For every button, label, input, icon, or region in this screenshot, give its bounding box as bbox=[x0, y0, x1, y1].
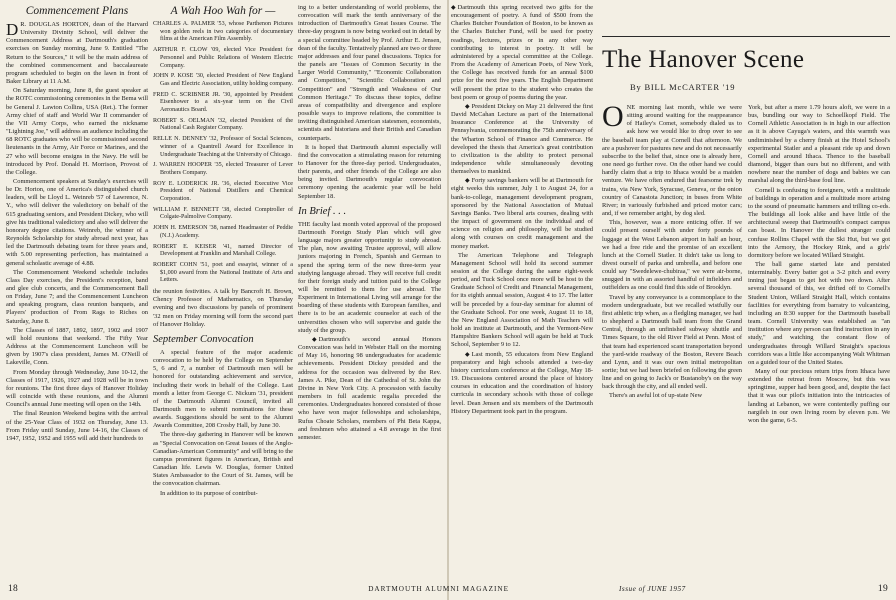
drop-cap: D bbox=[6, 20, 19, 39]
honors-entry: ROBERT S. OELMAN '32, elected President of the National Cash Register Company. bbox=[153, 117, 293, 132]
article-paragraph: ing to a better understanding of world problems, the convocation will mark the tenth anniversary of the introduction of Dartmouth's Great Issues Course. The three-day program is now being worked out in detail by a special committee headed by Prof. Arthur E. Jensen, dean of the faculty. Tentatively planned are two or three major addresses and four panel discussions. Topics for the panels are "Issues of Common Security in the Larger World Community," "Economic Collaboration and Competition," "Scientific Collaboration and Competition" and "Strength and Weakness of Our Common Heritage." To discuss these topics, define areas of compatibility and divergence and explore possible ways to improve relations, the committee is inviting distinguished American statesmen, economists, scientists and historians and their British and Canadian counterparts. bbox=[298, 4, 441, 142]
article-paragraph: In addition to its purpose of contribut- bbox=[160, 489, 258, 497]
bullet-icon: ◆ bbox=[465, 103, 470, 110]
article-paragraph: From Monday through Wednesday, June 10-12, the Classes of 1917, 1926, 1927 and 1928 will be in town for reunions. The first three days of Hanover Holiday will coincide with these reunions, and the Alumni Council's annual June meeting will open on the 14th. bbox=[6, 368, 148, 409]
left-column-1 bbox=[6, 4, 148, 444]
brief-item: The American Telephone and Telegraph Management School will hold its second summer session at the College during the same eight-week period, and Tuck School once more will be host to the Graduate School of Credit and Financial Management, for its eighth annual session, August 4 to 17. The latter will be preceded by a four-day seminar for alumni of the Graduate School. For one week, August 11 to 18, the New England Association of Math Teachers will hold an institute at Dartmouth, and the Vermont-New Hampshire Bankers School will again be held at Tuck School, September 9 to 12. bbox=[451, 251, 593, 349]
honors-entry: JOHN P. KOSE '30, elected President of New England Gas and Electric Association, utility holding company. bbox=[153, 73, 293, 87]
feature-column-a bbox=[602, 100, 742, 402]
honors-entry: CHARLES A. PALMER '53, whose Parthenon Pictures won golden reels in two categories of documentary films at the American Film Assembly. bbox=[153, 21, 293, 43]
article-paragraph: The Classes of 1887, 1892, 1897, 1902 and 1907 will hold reunions that weekend. The Fifty Year Address at the Commencement Luncheon will be given by 1907's class president, James M. O'Neill of Lakeville, Conn. bbox=[6, 326, 148, 367]
honors-entry: J. WARREN HOOPER '35, elected Treasurer of Lever Brothers Company. bbox=[153, 162, 293, 176]
article-paragraph: On Saturday morning, June 8, the guest speaker at the ROTC commissioning ceremonies in the Bema will be General J. Lawton Collins, USA (Ret.). The former Army chief of staff and World War II commander of the VII Army Corps, who earned the nickname "Lightning Joe," will address an audience including the 68 ROTC graduates who will be commissioned second lieutenants in the Army, Air Force or Marines, and the 27 who will become ensigns in the Navy. He will be introduced by Prof. Donald H. Morrison, Provost of the College. bbox=[6, 87, 148, 176]
feature-paragraph: There's an awful lot of up-state New bbox=[609, 392, 703, 400]
honors-entry: ARTHUR F. CLOW '09, elected Vice President for Personnel and Public Relations of Western Electric Company. bbox=[153, 47, 294, 69]
honors-entry: WILLIAM F. BENNETT '38, elected Comptroller of Colgate-Palmolive Company. bbox=[153, 206, 293, 221]
honors-entry: ROY E. LODERICK JR. '36, elected Executive Vice President of National Distillers and Chemical Corporation. bbox=[153, 180, 293, 203]
bullet-icon: ◆ bbox=[312, 336, 317, 343]
issue-date: Issue of JUNE 1957 bbox=[619, 585, 686, 593]
feature-paragraph: York, but after a mere 1.79 hours aloft, we were in a bus, bundling our way to Schoellkopf Field. The Cornell Athletic Association is in high in our affection as it is above Cayuga's waters, and this warmth was undiminished by a cherry finish at the Hotel School's experimental Statler and a pleasant ride up and down Cornell and around Ithaca. Thence to the baseball diamond, bigger than ours but no different, and with nowhere near the number of dogs and babies we can marshal along the third-base foul line. bbox=[748, 104, 890, 185]
brief-item: ◆ Dartmouth's second annual Honors Convocation was held in Webster Hall on the morning of May 16, honoring 98 undergraduates for academic achievements. President Dickey presided and the address for the occasion was delivered by the Rev. James A. Pike, Dean of the Cathedral of St. John the Divine in New York City. A procession with faculty members in full academic regalia preceded the ceremonies. Undergraduates honored consisted of those who have won major fellowships and scholarships, Rufus Choate Scholars, members of Phi Beta Kappa, and freshmen who attained a 4.8 average in the first semester. bbox=[298, 335, 441, 441]
feature-title: The Hanover Scene bbox=[602, 46, 805, 73]
september-convocation-heading: September Convocation bbox=[153, 333, 254, 345]
article-paragraph: Commencement speakers at Sunday's exercises will be Dr. Horton, one of America's distinguished church leaders, will be Lloyd L. Weinreb '57 of Lawrence, N. Y., who will deliver the valedictory on behalf of the 615 graduating seniors, and President Dickey, who will give his traditional valedictory and also will deliver the honorary degree citations. Weinreb, the winner of a Reynolds Scholarship for study abroad next year, has led the Dartmouth debating team for three years and, with 5.00 representing perfection, has maintained a general scholastic average of 4.88. bbox=[6, 177, 148, 267]
article-paragraph: A special feature of the major academic convocation to be held by the College on September 5, 6 and 7, a number of Dartmouth men will be honored for outstanding achievement and service, including their work in behalf of the College. Last month a letter from George C. Nickum '31, president of the Dartmouth Alumni Council, invited all Dartmouth men to submit nominations for these awards. Suggestions should be sent to the Alumni Awards Committee, 208 Crosby Hall, by June 30. bbox=[153, 348, 293, 430]
feature-paragraph: Cornell is confusing to foreigners, with a multitude of buildings in operation and a multitude more arising to the sound of pneumatic hammers and trilling co-eds. The buildings all look alike and have little of the architectural sweep that Dartmouth's compact campus can boast. In Hanover the dullest stranger could confuse Rollins Chapel with the Ski Hut, but we got into the Armory, the Hockey Rink, and a girls' dormitory before we located Willard Straight. bbox=[748, 186, 890, 259]
honors-entry: JOHN H. EMERSON '38, named Headmaster of Peddie (N.J.) Academy. bbox=[153, 225, 293, 239]
article-paragraph: The final Reunion Weekend begins with the arrival of the 25-Year Class of 1932 on Thursday, June 13. From Friday until Sunday, June 14-16, the Classes of 1947, 1952, 1952 and 1955 will add their hundreds to bbox=[6, 410, 148, 442]
brief-item: ◆ President Dickey on May 21 delivered the first David McCahan Lecture as part of the International Insurance Conference at the University of Pennsylvania, commemorating the 75th anniversary of the Wharton School of Finance and Commerce. He developed the thesis that America's great contribution to civilization is the ability to protect personal independence while simultaneously devoting themselves to mankind. bbox=[451, 102, 593, 176]
article-paragraph: D R. DOUGLAS HORTON, dean of the Harvard University Divinity School, will deliver the Commencement Address at Dartmouth's graduation exercises on Sunday morning, June 9. Entitled "The Return to the Sources," it will be the main address of the combined commencement and baccalaureate program scheduled to begin on the lawn in front of Baker Library at 11 A.M. bbox=[6, 20, 148, 86]
bullet-icon: ◆ bbox=[451, 5, 456, 11]
drop-cap: O bbox=[602, 100, 624, 133]
wah-hoo-wah-heading: A Wah Hoo Wah for — bbox=[170, 5, 276, 17]
feature-byline: By BILL McCARTER '19 bbox=[630, 82, 736, 92]
right-column-1 bbox=[451, 4, 593, 417]
feature-column-b bbox=[748, 104, 890, 426]
bullet-icon: ◆ bbox=[465, 178, 470, 185]
left-column-2 bbox=[153, 4, 293, 499]
page-number-right: 19 bbox=[877, 584, 888, 594]
honors-entry: FRED C. SCRIBNER JR. '30, appointed by President Eisenhower to a six-year term on the Civil Aeronautics Board. bbox=[153, 91, 293, 114]
feature-header bbox=[602, 46, 890, 100]
page-number-left: 18 bbox=[8, 584, 19, 594]
left-column-3 bbox=[298, 4, 441, 443]
feature-paragraph: The ball game started late and persisted interminably. Every batter got a 3-2 pitch and every inning just began to get hot with two down. After several thousand of this, we drifted off to Cornell's Student Union, Willard Straight Hall, which contains facilities for everything from barratry to vulcanizing, including an 8:30 supper for the Dartmouth baseball team. Cornell University was established as "an institution where any person can find instruction in any study," and watching the constant flow of undergraduates through Willard Straight's spacious corridors was a little like accompanying Walt Whitman on a guided tour of the United States. bbox=[748, 260, 890, 366]
honors-entry: RELLE N. DENNEY '32, Professor of Social Sciences, winner of a Quantrell Award for Excellence in Undergraduate Teaching at the University of Chicago. bbox=[153, 136, 293, 158]
feature-top-rule bbox=[602, 36, 890, 37]
commencement-heading: Commencement Plans bbox=[25, 5, 129, 17]
in-brief-heading: In Brief . . . bbox=[298, 205, 347, 217]
article-paragraph: It is hoped that Dartmouth alumni especially will find the convocation a stimulating reason for returning to Hanover for the three-day period. Undergraduates, their parents, and other friends of the College are also being invited. Dartmouth's regular convocation ceremony opening the academic year will be held September 18. bbox=[298, 143, 441, 200]
article-paragraph: the reunion festivities. A talk by Bancroft H. Brown, Chency Professor of Mathematics, on Thursday evening and two discussions by panels of prominent '32 men on Friday morning will form the second part of Hanover Holiday. bbox=[153, 288, 293, 328]
brief-item: ◆ Dartmouth this spring received two gifts for the encouragement of poetry. A fund of $500 from the Charles Butcher Foundation of Boston, to be known as the Charles Butcher Fund, will be used for poetry readings, lectures, prizes or in any other way contributing to interest in poetry. It will be administered by a special committee at the College. From the Academy of American Poets, of New York, the College has received funds for an annual $100 prize for the next five years. The English Department will present the prize to the student who creates the best poem or group of poems during the year. bbox=[451, 4, 593, 101]
brief-item: THE faculty last month voted approval of the proposed Dartmouth Foreign Study Plan which will give language majors greater opportunity to study abroad. The plan, now awaiting Trustee approval, will allow juniors majoring in French, Spanish and German to spend the spring term of the new three-term year studying language abroad. They will receive full credit for their foreign study and tuition paid to the College will be remitted to them for use abroad. The Experiment in International Living will arrange for the boarding of these students with European families, and there is to be an academic counselor at each of the universities chosen who will supervise and guide the study of the group. bbox=[298, 220, 441, 334]
article-paragraph: The Commencement Weekend schedule includes Class Day exercises, the President's reception, band and glee club concerts, and the Commencement Ball on Friday, June 7; and the Commencement Luncheon and speaking program, class reunion banquets, and Players' production of From Rags to Riches on Saturday, June 8. bbox=[6, 268, 148, 325]
honors-entry: ROBERT COHN '51, poet and essayist, winner of a $1,000 award from the National Institute of Arts and Letters. bbox=[153, 261, 293, 284]
brief-item: ◆ Last month, 55 educators from New England preparatory and high schools attended a two-day history curriculum conference at the College, May 18-19. Discussions centered around the place of history courses in education and the coordination of history curricula in secondary schools with those of college level. Dean Jensen and six members of the Dartmouth History Department took part in the program. bbox=[451, 350, 593, 415]
feature-paragraph: ONE morning last month, while we were sitting around waiting for the reappearance of Hailey's Comet, somebody dialed us to ask how we would like to drop over to see the baseball team play at Cornell that afternoon. We are a pushover for pastures new and do not necessarily subscribe to the belief that, since one is already here, one need go further rove. On the other hand we could hardly claim that a trip to Ithaca would be a maiden venture. We have often endured that fearsome trek by trains, via New York, Syracuse, Geneva, or the onion country of Canastota Junction; in buses from White River; in variously furbished and priced motor cars; and, if we remember aright, by dog sled. bbox=[602, 100, 742, 218]
honors-entry: ROBERT E. KEISER '41, named Director of Development at Franklin and Marshall College. bbox=[153, 243, 293, 258]
brief-item: ◆ Forty savings bankers will be at Dartmouth for eight weeks this summer, July 1 to August 24, for a bank-to-college, management development program, sponsored by the National Association of Mutual Savings Banks. Two liberal arts courses, dealing with the impact of government on the individual and of science on religion and philosophy, will be studied along with courses on credit management and the money market. bbox=[451, 177, 593, 250]
article-paragraph: The three-day gathering in Hanover will be known as "Special Convocation on Great Issues of the Anglo-Canadian-American Community" and will bring to the campus prominent figures in American, British and Canadian life. Lewis W. Douglas, former United States Ambassador to the Court of St. James, will be the convocation chairman. bbox=[153, 431, 293, 488]
feature-paragraph: This, however, was a more enticing offer. If we could present ourself with under forty pounds of luggage at the West Lebanon airport in half an hour, we had a free ride and the promise of an excellent lunch at the Cornell Statler. It didn't take us long to divest ourself of parka and umbrella, and before one could say "Swedelewe-chubiraa," we were air-borne, snugged in with an assorted handful of infielders and outfielders as one could find this side of Brooklyn. bbox=[602, 219, 742, 292]
feature-paragraph: Travel by any conveyance is a commonplace to the modern undergraduate, but we recalled wistfully our first athletic trip when, as a fledgling manager, we had to shepherd a Dartmouth ball team from the Grand Central, through an unfinished subway shuttle and Times Square, to the old River Field at Penn. Most of that team had experienced scant transportation beyond the yard-wide roadway of the Boston, Revere Beach and Lynn, and it was our own initial metropolitan sortie; but we had been briefed on following the green line and on going to Jack's or Bustanoby's on the way back through the city, and all ended well. bbox=[602, 293, 742, 391]
feature-paragraph: Many of our precious return trips from Ithaca have extended the retreat from Moscow, but this was springtime, supper had been good, and, despite the fact that it was our pilot's initiation into the intricacies of landing at Lebanon, we were contentedly puffing our nargileh in our own living room by eleven p.m. We won the game, 6-5. bbox=[748, 368, 890, 424]
left-page bbox=[0, 0, 447, 600]
running-head: DARTMOUTH ALUMNI MAGAZINE bbox=[368, 585, 509, 593]
bullet-icon: ◆ bbox=[465, 351, 470, 358]
honors-list bbox=[153, 21, 293, 285]
